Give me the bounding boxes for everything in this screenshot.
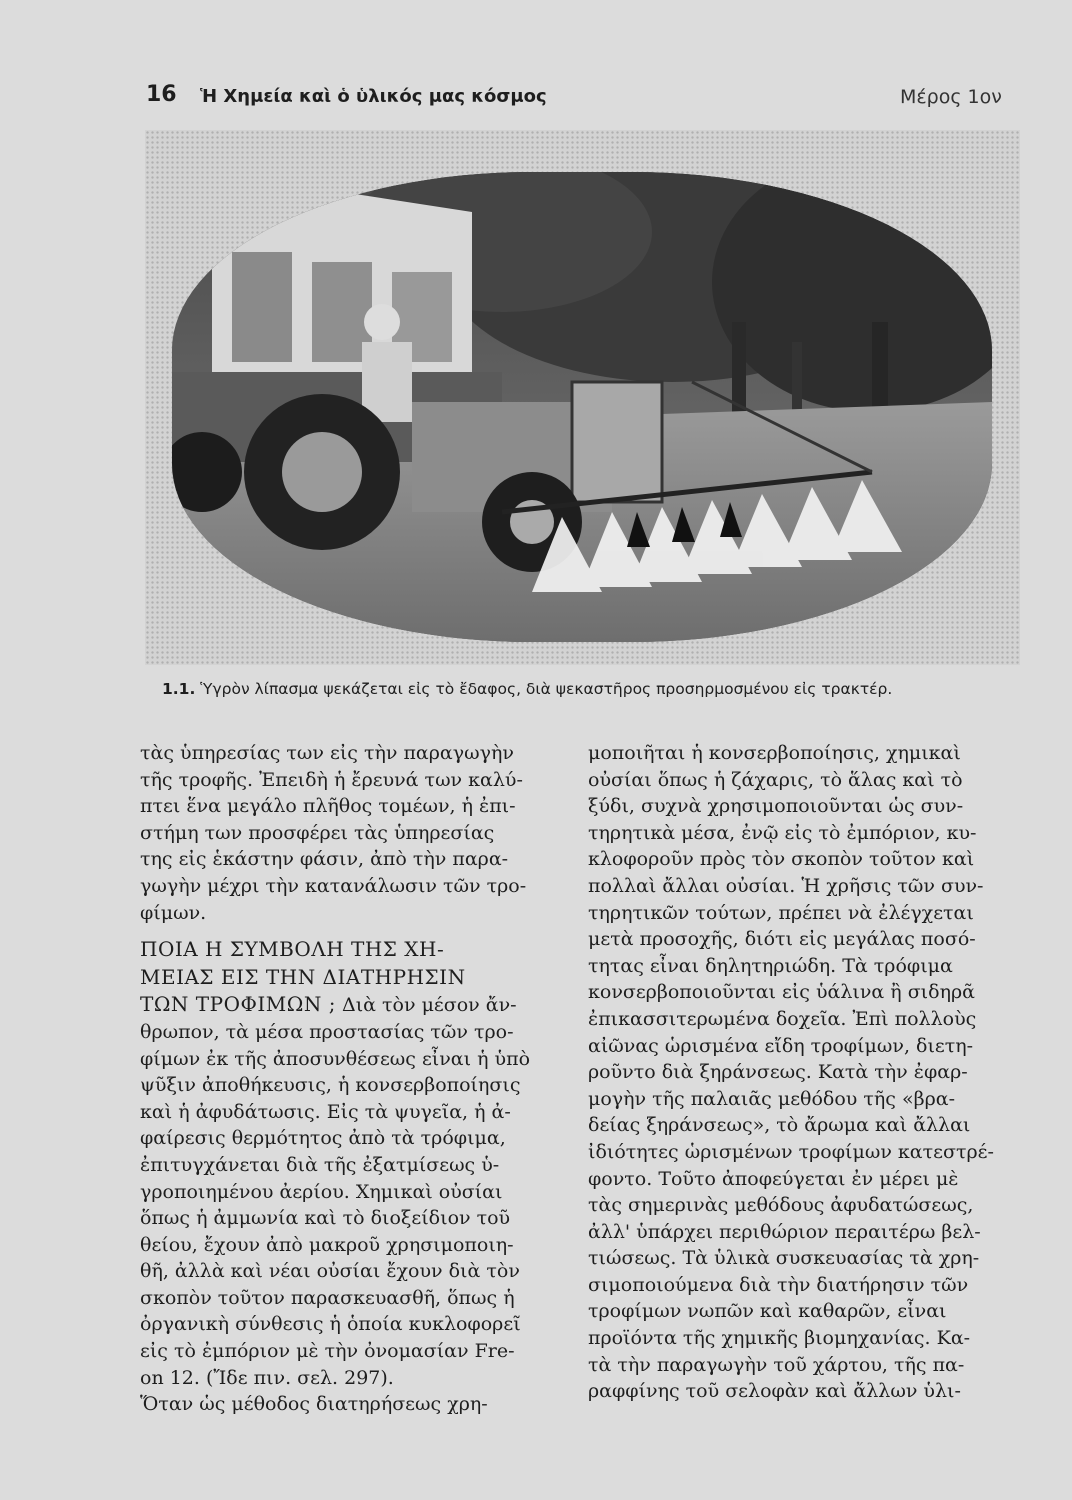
photo-illustration (172, 172, 992, 642)
tractor-sprayer-photo (172, 172, 992, 642)
figure-halftone-frame (145, 130, 1020, 665)
running-header (0, 78, 1072, 118)
book-title: Ἡ Χημεία καὶ ὁ ὑλικός μας κόσμος (200, 86, 547, 107)
section-heading (140, 936, 552, 1418)
page-number: 16 (146, 82, 177, 107)
intro-paragraph: τὰς ὑπηρεσίας των εἰς τὴν παραγωγὴν τῆς τροφῆς. Ἐπειδὴ ἡ ἔρευνά των καλύ- πτει ἕνα μεγάλο πλῆθος τομέων, ἡ ἐπι- στήμη των προσφέρει τὰς ὑπηρεσίας της εἰς ἑκάστην φάσιν, ἀπὸ τὴν παρα- γωγὴν μέχρι τὴν κατανάλωσιν τῶν τρο- φίμων. (140, 742, 527, 924)
right-column (588, 740, 1012, 1405)
section-heading-text: ΠΟΙΑ Η ΣΥΜΒΟΛΗ ΤΗΣ ΧΗ- ΜΕΙΑΣ ΕΙΣ ΤΗΝ ΔΙΑΤΗΡΗΣΙΝ ΤΩΝ ΤΡΟΦΙΜΩΝ ; (140, 937, 466, 1017)
section-body-start: Διὰ τὸν μέσον ἄν- θρωπον, τὰ μέσα προστασίας τῶν τρο- φίμων ἐκ τῆς ἀποσυνθέσεως εἶναι ἡ ὑπὸ ψῦξιν ἀποθήκευσις, ἡ κονσερβοποίησις καὶ ἡ ἀφυδάτωσις. Εἰς τὰ ψυγεῖα, ἡ ἀ- φαίρεσις θερμότητος ἀπὸ τὰ τρόφιμα, ἐπιτυγχάνεται διὰ τῆς ἐξατμίσεως ὑ- γροποιημένου ἀερίου. Χημικαὶ οὐσίαι ὅπως ἡ ἀμμωνία καὶ τὸ διοξείδιον τοῦ θείου, ἔχουν ἀπὸ μακροῦ χρησιμοποιη- θῆ, ἀλλὰ καὶ νέαι οὐσίαι ἔχουν διὰ τὸν σκοπὸν τοῦτον παρασκευασθῆ, ὅπως ἡ ὀργανικὴ σύνθεσις ἡ ὁποία κυκλοφορεῖ εἰς τὸ ἐμπόριον μὲ τὴν ὀνομασίαν Fre- on 12. (Ἴδε πιν. σελ. 297). Ὅταν ὡς μέθοδος διατηρήσεως χρη- (140, 994, 531, 1416)
right-paragraph: μοποιῆται ἡ κονσερβοποίησις, χημικαὶ οὐσίαι ὅπως ἡ ζάχαρις, τὸ ἅλας καὶ τὸ ξύδι, συχνὰ χρησιμοποιοῦνται ὡς συν- τηρητικὰ μέσα, ἐνῷ εἰς τὸ ἐμπόριον, κυ- κλοφοροῦν πρὸς τὸν σκοπὸν τοῦτον καὶ πολλαὶ ἄλλαι οὐσίαι. Ἡ χρῆσις τῶν συν- τηρητικῶν τούτων, πρέπει νὰ ἐλέγχεται μετὰ προσοχῆς, διότι εἰς μεγάλας ποσό- τητας εἶναι δηλητηριώδη. Τὰ τρόφιμα κονσερβοποιοῦνται εἰς ὑάλινα ἢ σιδηρᾶ ἐπικασσιτερωμένα δοχεῖα. Ἐπὶ πολλοὺς αἰῶνας ὡρισμένα εἴδη τροφίμων, διετη- ροῦντο διὰ ξηράνσεως. Κατὰ τὴν ἐφαρ- μογὴν τῆς παλαιᾶς μεθόδου τῆς «βρα- δείας ξηράνσεως», τὸ ἄρωμα καὶ ἄλλαι ἰδιότητες ὡρισμένων τροφίμων κατεστρέ- φοντο. Τοῦτο ἀποφεύγεται ἐν μέρει μὲ τὰς σημερινὰς μεθόδους ἀφυδατώσεως, ἀλλ' ὑπάρχει περιθώριον περαιτέρω βελ- τιώσεως. Τὰ ὑλικὰ συσκευασίας τὰ χρη- σιμοποιούμενα διὰ τὴν διατήρησιν τῶν τροφίμων νωπῶν καὶ καθαρῶν, εἶναι προϊόντα τῆς χημικῆς βιομηχανίας. Κα- τὰ τὴν παραγωγὴν τοῦ χάρτου, τῆς πα- ραφφίνης τοῦ σελοφὰν καὶ ἄλλων ὑλι- (588, 742, 994, 1403)
figure-caption (162, 680, 1022, 698)
figure-number: 1.1. (162, 680, 196, 698)
caption-text: Ὑγρὸν λίπασμα ψεκάζεται εἰς τὸ ἔδαφος, διὰ ψεκαστῆρος προσηρμοσμένου εἰς τρακτέρ. (200, 680, 893, 698)
part-label: Μέρος 1ον (900, 86, 1002, 108)
left-column (140, 740, 552, 1418)
